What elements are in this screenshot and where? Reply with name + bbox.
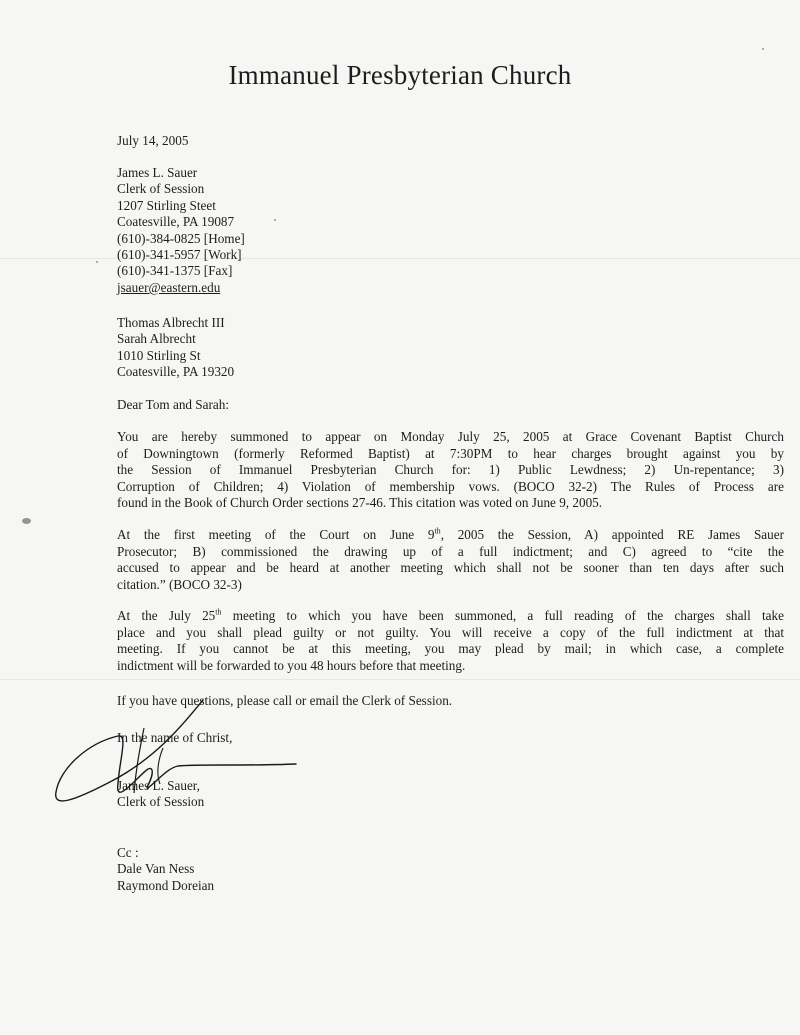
sender-street: 1207 Stirling Steet — [117, 197, 216, 213]
sender-phone-work: (610)-341-5957 [Work] — [117, 247, 242, 263]
handwritten-signature — [48, 688, 308, 823]
letter-date: July 14, 2005 — [117, 133, 189, 148]
hearing-paragraph — [117, 608, 784, 674]
signer-title: Clerk of Session — [117, 794, 205, 810]
paragraph-line: place and you shall plead guilty or not guilty. You will receive a copy of the full indictment at that — [117, 624, 784, 640]
recipient-address — [117, 315, 234, 381]
salutation: Dear Tom and Sarah: — [117, 397, 229, 412]
paragraph-line: At the July 25th meeting to which you have been summoned, a full reading of the charges shall take — [117, 607, 784, 623]
sender-name: James L. Sauer — [117, 165, 198, 180]
cc-list — [117, 845, 214, 894]
recipient-street: 1010 Stirling St — [117, 347, 201, 363]
recipient-name-1: Thomas Albrecht III — [117, 315, 225, 330]
letterhead-title: Immanuel Presbyterian Church — [228, 60, 572, 90]
cc-label: Cc : — [117, 845, 139, 860]
sender-fax: (610)-341-1375 [Fax] — [117, 263, 233, 279]
court-meeting-paragraph — [117, 527, 784, 593]
paragraph-line: citation.” (BOCO 32-3) — [117, 576, 242, 592]
recipient-name-2: Sarah Albrecht — [117, 331, 196, 347]
paragraph-line: indictment will be forwarded to you 48 hours before that meeting. — [117, 657, 466, 673]
cc-name: Dale Van Ness — [117, 861, 195, 877]
paragraph-line: the Session of Immanuel Presbyterian Church for: 1) Public Lewdness; 2) Un-repentance; 3) — [117, 462, 784, 477]
sender-city: Coatesville, PA 19087 — [117, 214, 235, 230]
paragraph-line: At the first meeting of the Court on June 9th, 2005 the Session, A) appointed RE James Sauer — [117, 526, 784, 542]
sender-phone-home: (610)-384-0825 [Home] — [117, 230, 245, 246]
sender-email-link[interactable]: jsauer@eastern.edu — [117, 279, 221, 295]
scan-speck — [762, 48, 764, 50]
scan-speck — [22, 518, 31, 524]
paragraph-line: accused to appear and be heard at another meeting which shall not be sooner than ten days after such — [117, 560, 784, 575]
questions-paragraph: If you have questions, please call or email the Clerk of Session. — [117, 693, 453, 708]
paper-fold-line — [0, 679, 800, 680]
paragraph-line: of Downingtown (formerly Reformed Baptist) at 7:30PM to hear charges brought against you by — [117, 445, 784, 461]
paragraph-line: Prosecutor; B) commissioned the drawing up of a full indictment; and C) agreed to “cite the — [117, 543, 784, 559]
recipient-city: Coatesville, PA 19320 — [117, 364, 235, 380]
paragraph-line: meeting. If you cannot be at this meeting, you may plead by mail; in which case, a complete — [117, 641, 784, 656]
closing-line: In the name of Christ, — [117, 730, 233, 745]
paragraph-line: Corruption of Children; 4) Violation of membership vows. (BOCO 32-2) The Rules of Process are — [117, 478, 784, 494]
summons-paragraph — [117, 429, 784, 512]
paragraph-line: found in the Book of Church Order sections 27-46. This citation was voted on June 9, 2005. — [117, 495, 603, 510]
sender-address — [117, 165, 245, 296]
scan-speck — [274, 219, 276, 221]
cc-name: Raymond Doreian — [117, 877, 215, 893]
paragraph-line: You are hereby summoned to appear on Monday July 25, 2005 at Grace Covenant Baptist Church — [117, 429, 784, 444]
sender-title: Clerk of Session — [117, 181, 205, 197]
scan-speck — [96, 261, 98, 263]
signer-name: James L. Sauer, — [117, 778, 200, 793]
